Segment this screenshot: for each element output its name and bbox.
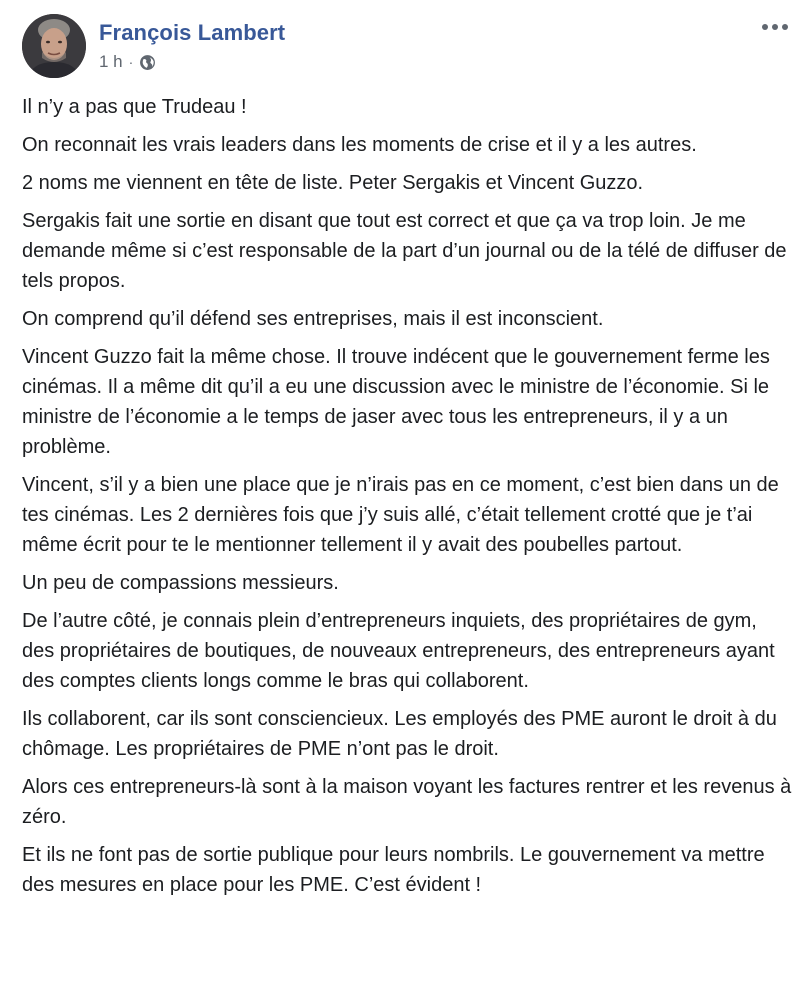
globe-icon[interactable] xyxy=(139,54,156,71)
post-paragraph: On reconnait les vrais leaders dans les moments de crise et il y a les autres. xyxy=(22,134,697,156)
post-timestamp[interactable]: 1 h xyxy=(99,52,123,71)
post-paragraph: De l’autre côté, je connais plein d’entrepreneurs inquiets, des propriétaires de gym, des propriétaires de boutiques, de nouveaux entrepreneurs, des entrepreneurs ayant des comptes clients longs comme le bras qui collaborent. xyxy=(22,610,775,692)
post-paragraph: Ils collaborent, car ils sont consciencieux. Les employés des PME auront le droit à du chômage. Les propriétaires de PME n’ont pas le droit. xyxy=(22,708,777,760)
post-body xyxy=(22,92,792,908)
meta-separator: · xyxy=(128,54,134,70)
post-paragraph: Il n’y a pas que Trudeau ! xyxy=(22,96,247,118)
post-meta xyxy=(99,52,156,72)
post-paragraph: 2 noms me viennent en tête de liste. Peter Sergakis et Vincent Guzzo. xyxy=(22,172,644,194)
more-options-icon[interactable] xyxy=(760,20,790,34)
post-paragraph: On comprend qu’il défend ses entreprises, mais il est inconscient. xyxy=(22,308,604,330)
post-paragraph: Un peu de compassions messieurs. xyxy=(22,572,339,594)
author-name[interactable]: François Lambert xyxy=(99,20,286,45)
post-paragraph: Sergakis fait une sortie en disant que tout est correct et que ça va trop loin. Je me demande même si c’est responsable de la part d’un journal ou de la télé de diffuser de tels propos. xyxy=(22,210,787,292)
post-paragraph: Et ils ne font pas de sortie publique pour leurs nombrils. Le gouvernement va mettre des mesures en place pour les PME. C’est évident ! xyxy=(22,844,765,896)
post-paragraph: Vincent Guzzo fait la même chose. Il trouve indécent que le gouvernement ferme les cinémas. Il a même dit qu’il a eu une discussion avec le ministre de l’économie. Si le ministre de l’économie a le temps de jaser avec tous les entrepreneurs, il y a un problème. xyxy=(22,346,770,458)
author-avatar[interactable] xyxy=(22,14,86,78)
post-paragraph: Alors ces entrepreneurs-là sont à la maison voyant les factures rentrer et les revenus à zéro. xyxy=(22,776,792,828)
avatar-portrait xyxy=(22,14,86,78)
post-paragraph: Vincent, s’il y a bien une place que je n’irais pas en ce moment, c’est bien dans un de tes cinémas. Les 2 dernières fois que j’y suis allé, c’était tellement crotté que je t’ai même écrit pour te le mentionner tellement il y avait des poubelles partout. xyxy=(22,474,779,556)
